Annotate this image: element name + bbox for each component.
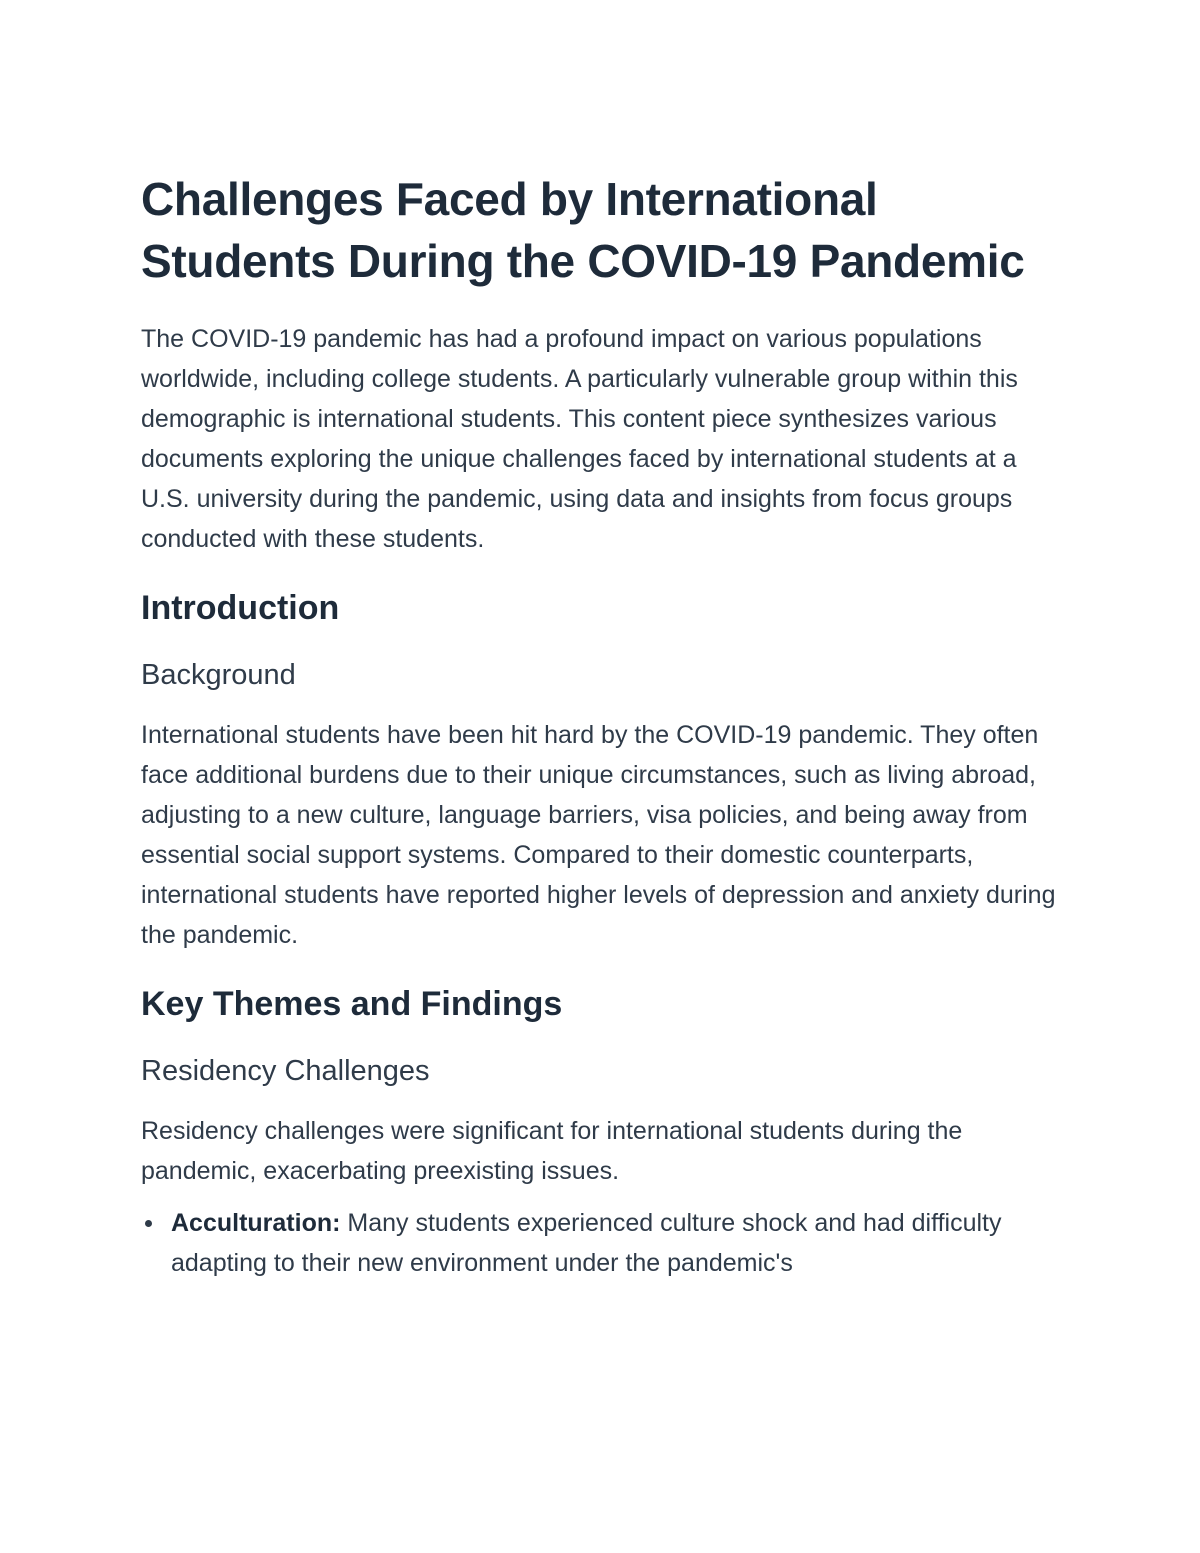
bullet-term: Acculturation: (171, 1209, 341, 1237)
residency-bullet-list (141, 1203, 1061, 1283)
document-page (141, 168, 1061, 1283)
bullet-dot-icon (145, 1220, 152, 1227)
list-item (141, 1203, 1061, 1283)
residency-paragraph: Residency challenges were significant for international students during the pandemic, exacerbating preexisting issues. (141, 1117, 963, 1185)
subheading-background: Background (141, 659, 296, 691)
background-paragraph: International students have been hit hard by the COVID-19 pandemic. They often face additional burdens due to their unique circumstances, such as living abroad, adjusting to a new culture, language barriers, visa policies, and being away from essential social support systems. Compared to their domestic counterparts, international students have reported higher levels of depression and anxiety during the pandemic. (141, 721, 1056, 949)
bullet-text: Many students experienced culture shock and had difficulty adapting to their new environment under the pandemic's (171, 1209, 1002, 1277)
document-title: Challenges Faced by International Students During the COVID-19 Pandemic (141, 173, 1025, 287)
intro-paragraph: The COVID-19 pandemic has had a profound impact on various populations worldwide, including college students. A particularly vulnerable group within this demographic is international students. This content piece synthesizes various documents exploring the unique challenges faced by international students at a U.S. university during the pandemic, using data and insights from focus groups conducted with these students. (141, 325, 1018, 553)
section-heading-introduction: Introduction (141, 589, 340, 627)
section-heading-key-themes: Key Themes and Findings (141, 985, 563, 1023)
subheading-residency-challenges: Residency Challenges (141, 1055, 430, 1087)
